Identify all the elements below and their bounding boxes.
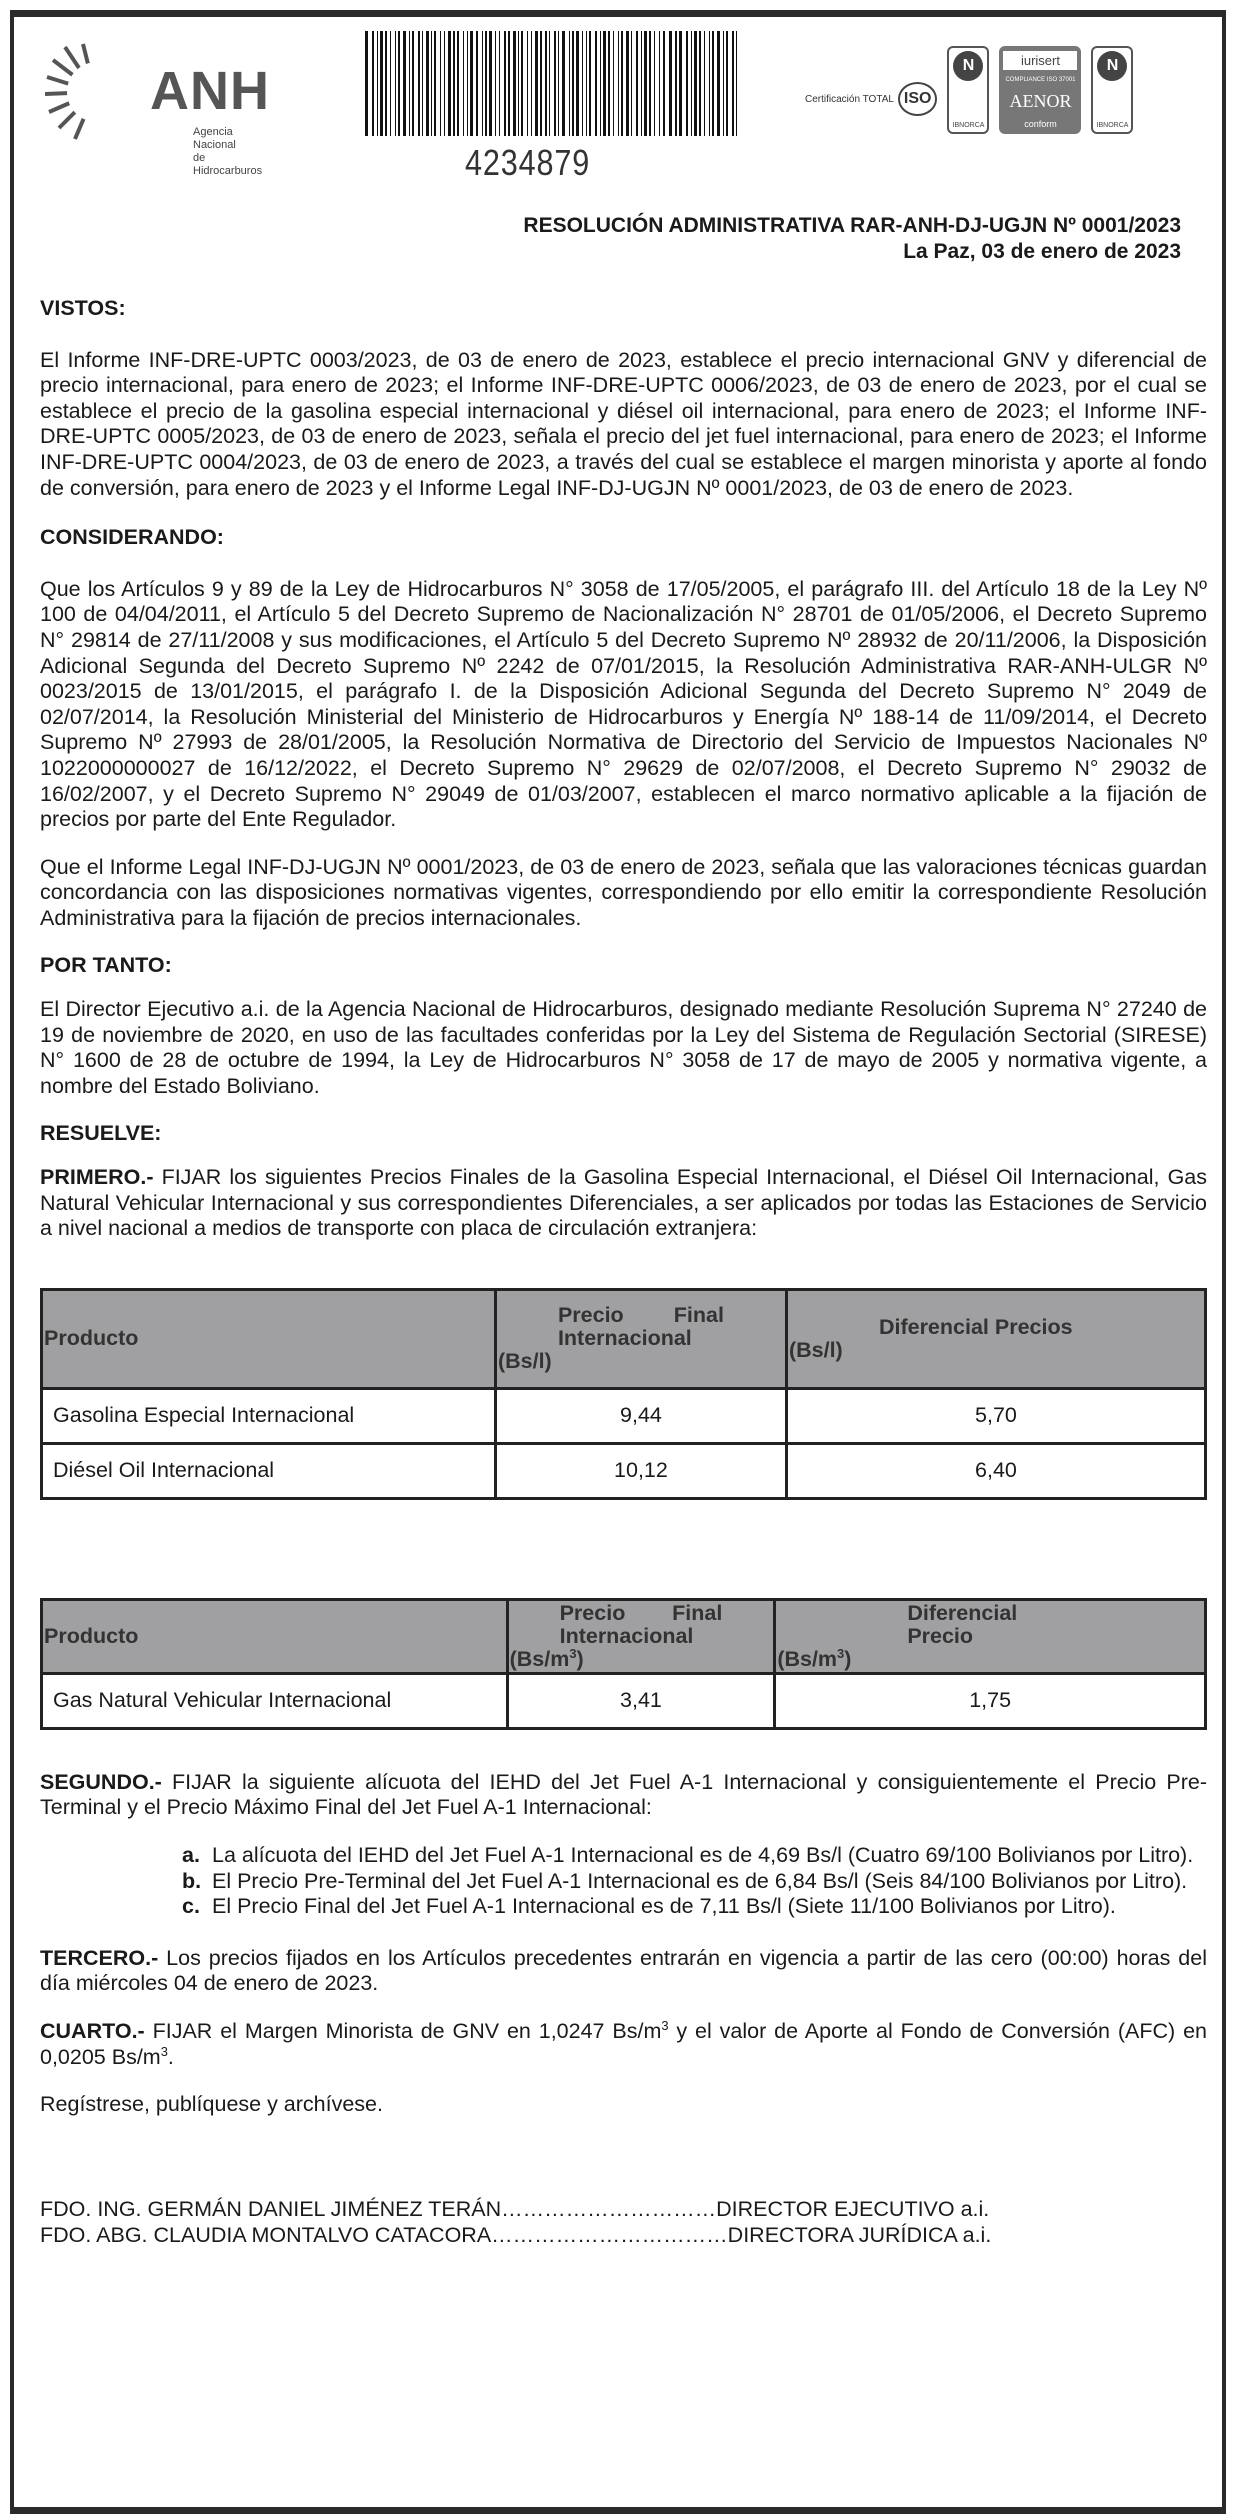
barcode-bar	[403, 31, 406, 136]
resolution-title: RESOLUCIÓN ADMINISTRATIVA RAR-ANH-DJ-UGJN Nº 0001/2023	[523, 214, 1181, 237]
barcode-bar	[736, 31, 737, 136]
barcode-bar	[582, 31, 583, 136]
barcode-bar	[385, 31, 387, 136]
barcode-bar	[595, 31, 597, 136]
sunburst-icon	[45, 42, 145, 142]
barcode-bar	[365, 31, 368, 136]
barcode-bar	[467, 31, 468, 136]
anh-logo: ANH Agencia Nacional de Hidrocarburos	[45, 42, 275, 142]
barcode-bar	[654, 31, 655, 136]
barcode-bar	[659, 31, 660, 136]
resolution-date: La Paz, 03 de enero de 2023	[903, 240, 1181, 263]
barcode-bar	[576, 31, 579, 136]
barcode-bar	[434, 31, 436, 136]
barcode-bar	[669, 31, 672, 136]
iso-certification-logo: Certificación TOTAL ISO	[805, 64, 937, 134]
barcode-bar	[723, 31, 724, 136]
barcode-bar	[709, 31, 710, 136]
certification-logos	[805, 46, 1133, 134]
barcode-bar	[569, 31, 570, 136]
barcode-bar	[531, 31, 532, 136]
barcode-bar	[463, 31, 464, 136]
barcode-bar	[644, 31, 647, 136]
por-tanto-heading: POR TANTO:	[40, 953, 172, 978]
barcode-bar	[489, 31, 492, 136]
barcode-bar	[377, 31, 378, 136]
barcode-bar	[679, 31, 682, 136]
barcode-bar	[444, 31, 445, 136]
barcode-bar	[395, 31, 396, 136]
barcode-bar	[626, 31, 629, 136]
barcode-bar	[699, 31, 701, 136]
barcode-bar	[649, 31, 651, 136]
article-tercero: TERCERO.- Los precios fijados en los Artículos precedentes entrarán en vigencia a partir de las cero (00:00) horas del día miércoles 04 de enero de 2023.	[40, 1945, 1207, 1996]
barcode-bar	[694, 31, 697, 136]
barcode-bar	[686, 31, 688, 136]
barcode-bar	[418, 31, 420, 136]
barcode-bar	[545, 31, 547, 136]
barcode	[365, 31, 740, 136]
barcode-bar	[549, 31, 550, 136]
document-body	[40, 296, 1207, 2248]
barcode-bar	[372, 31, 374, 136]
barcode-bar	[513, 31, 516, 136]
table-row: Gas Natural Vehicular Internacional 3,41 1,75	[42, 1673, 1206, 1728]
por-tanto-text: El Director Ejecutivo a.i. de la Agencia Nacional de Hidrocarburos, designado mediante Resolución Suprema N° 27240 de 19 de noviembre de 2020, en uso de las facultades conferidas por la Ley del Sistema de Regulación Sectorial (SIRESE) N° 1600 de 28 de octubre de 1994, la Ley de Hidrocarburos N° 3058 de 17 de mayo de 2005 y normativa vigente, a nombre del Estado Boliviano.	[40, 997, 1207, 1098]
table-row: Gasolina Especial Internacional 9,44 5,70	[42, 1388, 1206, 1443]
ibnorca-badge: N IBNORCA	[947, 46, 989, 134]
gnv-prices-table	[40, 1598, 1207, 1730]
signature-line: FDO. ABG. CLAUDIA MONTALVO CATACORA……………………………DIRECTORA JURÍDICA a.i.	[40, 2222, 992, 2247]
barcode-bar	[600, 31, 601, 136]
barcode-bar	[508, 31, 510, 136]
barcode-bar	[485, 31, 487, 136]
barcode-bar	[586, 31, 587, 136]
barcode-bar	[453, 31, 455, 136]
list-item: b. El Precio Pre-Terminal del Jet Fuel A-1 Internacional es de 6,84 Bs/l (Seis 84/100 Bolivianos por Litro).	[182, 1868, 1188, 1893]
barcode-bar	[499, 31, 500, 136]
barcode-bar	[527, 31, 528, 136]
article-segundo: SEGUNDO.- FIJAR la siguiente alícuota del IEHD del Jet Fuel A-1 Internacional y consiguientemente el Precio Pre-Terminal y el Precio Máximo Final del Jet Fuel A-1 Internacional:	[40, 1769, 1207, 1820]
barcode-bar	[518, 31, 519, 136]
considerando-paragraph: Que los Artículos 9 y 89 de la Ley de Hidrocarburos N° 3058 de 17/05/2005, el parágrafo III. del Artículo 18 de la Ley Nº 100 de 04/04/2011, el Artículo 5 del Decreto Supremo de Nacionalización N° 28701 de 01/05/2006, el Decreto Supremo N° 29814 de 27/11/2008 y sus modificaciones, el Artículo 5 del Decreto Supremo Nº 28932 de 20/11/2006, la Disposición Adicional Segunda del Decreto Supremo Nº 2242 de 07/01/2015, la Resolución Administrativa RAR-ANH-ULGR Nº 0023/2015 de 13/01/2015, el parágrafo I. de la Disposición Adicional Segunda del Decreto Supremo N° 2049 de 02/07/2014, la Resolución Ministerial del Ministerio de Hidrocarburos y Energía Nº 188-14 de 11/09/2014, el Decreto Supremo Nº 27993 de 28/01/2005, la Resolución Normativa de Directorio del Servicio de Impuestos Nacionales Nº 1022000000027 de 16/12/2022, el Decreto Supremo N° 29629 de 02/07/2008, el Decreto Supremo N° 29032 de 16/02/2007, y el Decreto Supremo N° 29049 de 01/03/2007, establecen el marco normativo aplicable a la fijación de precios por parte del Ente Regulador.	[40, 576, 1207, 832]
article-primero: PRIMERO.- FIJAR los siguientes Precios Finales de la Gasolina Especial Internacional, el Diésel Oil Internacional, Gas Natural Vehicular Internacional y sus correspondientes Diferenciales, a ser aplicados por todas las Estaciones de Servicio a nivel nacional a medios de transporte con placa de circulación extranjera:	[40, 1165, 1207, 1241]
barcode-bar	[675, 31, 677, 136]
barcode-bar	[732, 31, 734, 136]
article-cuarto: CUARTO.- FIJAR el Margen Minorista de GNV en 1,0247 $Bs/m^3$ y el valor de Aporte al Fondo de Conversión (AFC) en 0,0205 $Bs/m^3$.	[40, 2017, 1207, 2069]
barcode-bar	[409, 31, 410, 136]
table-header-row: Producto Precio Final Internacional $(Bs/m^3)$ Diferencial Precio $(Bs/m^3)$	[42, 1599, 1206, 1673]
barcode-bar	[431, 31, 432, 136]
barcode-bar	[691, 31, 692, 136]
list-item: c. El Precio Final del Jet Fuel A-1 Internacional es de 7,11 Bs/l (Siete 11/100 Bolivianos por Litro).	[182, 1894, 1116, 1919]
barcode-bar	[504, 31, 506, 136]
barcode-bar	[704, 31, 705, 136]
jet-fuel-list	[40, 1843, 1207, 1920]
barcode-bar	[572, 31, 574, 136]
aenor-badge: iurisert COMPLIANCE ISO 37001 AENOR conform	[999, 46, 1081, 134]
barcode-bar	[390, 31, 391, 136]
barcode-number: 4234879	[465, 142, 591, 183]
list-item: a. La alícuota del IEHD del Jet Fuel A-1 Internacional es de 4,69 Bs/l (Cuatro 69/100 Bolivianos por Litro).	[182, 1843, 1194, 1867]
closing-statement: Regístrese, publíquese y archívese.	[40, 2092, 383, 2117]
barcode-bar	[603, 31, 606, 136]
barcode-bar	[641, 31, 642, 136]
vistos-text: El Informe INF-DRE-UPTC 0003/2023, de 03 de enero de 2023, establece el precio internacional GNV y diferencial de precio internacional, para enero de 2023; el Informe INF-DRE-UPTC 0006/2023, de 03 de enero de 2023, por el cual se establece el precio de la gasolina especial internacional y diésel oil internacional, para enero de 2023; el Informe INF-DRE-UPTC 0005/2023, de 03 de enero de 2023, señala el precio del jet fuel internacional, para enero de 2023; el Informe INF-DRE-UPTC 0004/2023, de 03 de enero de 2023, a través del cual se establece el margen minorista y aporte al fondo de conversión, para enero de 2023 y el Informe Legal INF-DJ-UGJN Nº 0001/2023, de 03 de enero de 2023.	[40, 347, 1207, 500]
barcode-bar	[613, 31, 614, 136]
considerando-heading: CONSIDERANDO:	[40, 525, 224, 550]
barcode-bar	[398, 31, 400, 136]
barcode-bar	[470, 31, 473, 136]
vistos-heading: VISTOS:	[40, 296, 126, 320]
considerando-paragraph: Que el Informe Legal INF-DJ-UGJN Nº 0001/2023, de 03 de enero de 2023, señala que las valoraciones técnicas guardan concordancia con las disposiciones normativas vigentes, correspondiendo por ello emitir la correspondiente Resolución Administrativa para la fijación de precios internacionales.	[40, 854, 1207, 930]
barcode-bar	[589, 31, 591, 136]
resuelve-heading: RESUELVE:	[40, 1121, 162, 1146]
barcode-bar	[663, 31, 665, 136]
signature-line: FDO. ING. GERMÁN DANIEL JIMÉNEZ TERÁN…………………………DIRECTOR EJECUTIVO a.i.	[40, 2196, 990, 2221]
fuel-prices-table	[40, 1288, 1207, 1500]
barcode-bar	[457, 31, 459, 136]
ibnorca-badge: N IBNORCA	[1091, 46, 1133, 134]
barcode-bar	[422, 31, 423, 136]
barcode-bar	[380, 31, 383, 136]
barcode-bar	[726, 31, 728, 136]
barcode-bar	[554, 31, 556, 136]
barcode-bar	[521, 31, 523, 136]
barcode-bar	[618, 31, 619, 136]
barcode-bar	[562, 31, 565, 136]
barcode-bar	[440, 31, 441, 136]
barcode-bar	[482, 31, 483, 136]
barcode-bar	[495, 31, 496, 136]
barcode-bar	[621, 31, 623, 136]
barcode-bar	[476, 31, 478, 136]
barcode-bar	[448, 31, 451, 136]
barcode-bar	[535, 31, 538, 136]
barcode-bar	[717, 31, 720, 136]
table-row: Diésel Oil Internacional 10,12 6,40	[42, 1443, 1206, 1498]
barcode-bar	[636, 31, 638, 136]
barcode-bar	[540, 31, 542, 136]
barcode-bar	[712, 31, 714, 136]
resolution-header	[523, 213, 1181, 265]
barcode-bar	[608, 31, 610, 136]
barcode-bar	[631, 31, 632, 136]
barcode-bar	[412, 31, 414, 136]
barcode-bar	[426, 31, 429, 136]
table-header-row: Producto Precio Final Internacional (Bs/l) Diferencial Precios (Bs/l)	[42, 1289, 1206, 1388]
barcode-bar	[558, 31, 559, 136]
